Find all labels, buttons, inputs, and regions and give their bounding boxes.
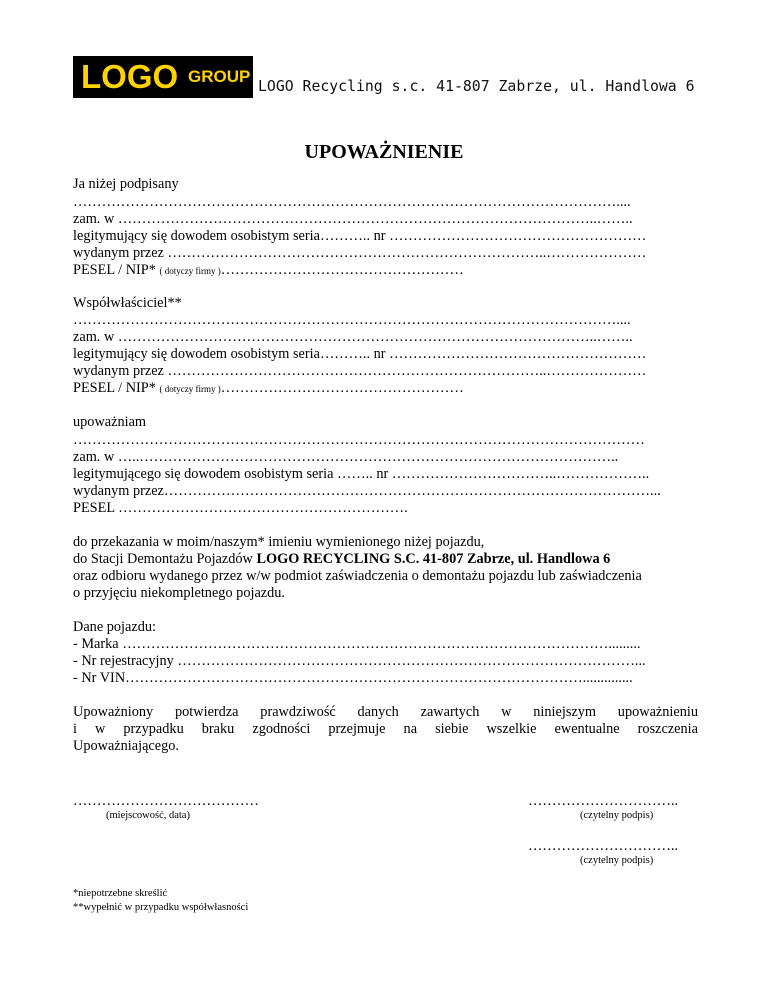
company-address: LOGO Recycling s.c. 41-807 Zabrze, ul. Handlowa 6	[258, 78, 695, 95]
section2-pesel-field	[73, 380, 698, 397]
pesel-dots: ……………………………………………	[220, 262, 464, 278]
purpose-station-label: do Stacji Demontażu Pojazdów	[73, 551, 257, 567]
section1-heading: Ja niżej podpisany	[73, 176, 179, 192]
declaration-line-3: Upoważniającego.	[73, 738, 179, 754]
place-date-field: …………………………………	[73, 793, 259, 809]
section1-issuer-field: wydanym przez ……………………………………………………………………..…………………	[73, 245, 647, 261]
section1-name-field: ……………………………………………………………………………………………………....	[73, 194, 631, 210]
section1-pesel-field	[73, 262, 698, 279]
footnote-1: *niepotrzebne skreślić	[73, 888, 168, 899]
company-logo	[73, 56, 253, 98]
place-date-caption: (miejscowość, data)	[106, 810, 190, 821]
section3-name-field: …………………………………………………………………………………………………………	[73, 432, 645, 448]
section3-address-field: zam. w …..………………………………………………………………………………………..	[73, 449, 619, 465]
signature-field-1: …………………………..	[528, 793, 679, 809]
vehicle-make-field: - Marka ………………………………………………………………………………………….........	[73, 636, 641, 652]
section2-address-field: zam. w ………………………………………………………………………………………..……..	[73, 329, 633, 345]
footnote-2: **wypełnić w przypadku współwłasności	[73, 902, 249, 913]
pesel-label: PESEL / NIP*	[73, 262, 156, 278]
pesel-dots: ……………………………………………	[220, 380, 464, 396]
pesel-note: ( dotyczy firmy )	[159, 266, 221, 276]
vehicle-heading: Dane pojazdu:	[73, 619, 156, 635]
section2-heading: Współwłaściciel**	[73, 295, 182, 311]
section2-id-field: legitymujący się dowodem osobistym seria……….. nr ………………………………………………	[73, 346, 647, 362]
section1-address-field: zam. w ………………………………………………………………………………………..……..	[73, 211, 633, 227]
section3-pesel-field: PESEL …………………………………………………….	[73, 500, 408, 516]
purpose-station-name: LOGO RECYCLING S.C. 41-807 Zabrze, ul. Handlowa 6	[256, 551, 611, 567]
pesel-note: ( dotyczy firmy )	[159, 384, 221, 394]
section3-issuer-field: wydanym przez…………………………………………………………………………………………...	[73, 483, 661, 499]
pesel-label: PESEL / NIP*	[73, 380, 156, 396]
purpose-line-2	[73, 551, 698, 568]
section2-name-field: ……………………………………………………………………………………………………....	[73, 312, 631, 328]
signature-caption-1: (czytelny podpis)	[580, 810, 654, 821]
signature-caption-2: (czytelny podpis)	[580, 855, 654, 866]
vehicle-vin-field: - Nr VIN……………………………………………………………………………………..............	[73, 670, 633, 686]
section3-heading: upoważniam	[73, 414, 147, 430]
declaration-line-1: Upoważniony potwierdza prawdziwość danych zawartych w niniejszym upoważnieniu	[73, 704, 698, 720]
signature-field-2: …………………………..	[528, 838, 679, 854]
purpose-line-4: o przyjęciu niekompletnego pojazdu.	[73, 585, 286, 601]
vehicle-registration-field: - Nr rejestracyjny ……………………………………………………………………………………...	[73, 653, 646, 669]
purpose-line-3: oraz odbioru wydanego przez w/w podmiot zaświadczenia o demontażu pojazdu lub zaświadczenia	[73, 568, 642, 584]
document-title: UPOWAŻNIENIE	[304, 141, 464, 163]
section1-id-field: legitymujący się dowodem osobistym seria……….. nr ………………………………………………	[73, 228, 647, 244]
declaration-line-2: i w przypadku braku zgodności przejmuje na siebie wszelkie ewentualne roszczenia	[73, 721, 698, 737]
section2-issuer-field: wydanym przez ……………………………………………………………………..…………………	[73, 363, 647, 379]
section3-id-field: legitymującego się dowodem osobistym seria …….. nr ……………………………..………………..	[73, 466, 650, 482]
logo-main-text: LOGO	[81, 58, 179, 95]
purpose-line-1: do przekazania w moim/naszym* imieniu wymienionego niżej pojazdu,	[73, 534, 485, 550]
logo-group-text: GROUP	[188, 67, 251, 86]
